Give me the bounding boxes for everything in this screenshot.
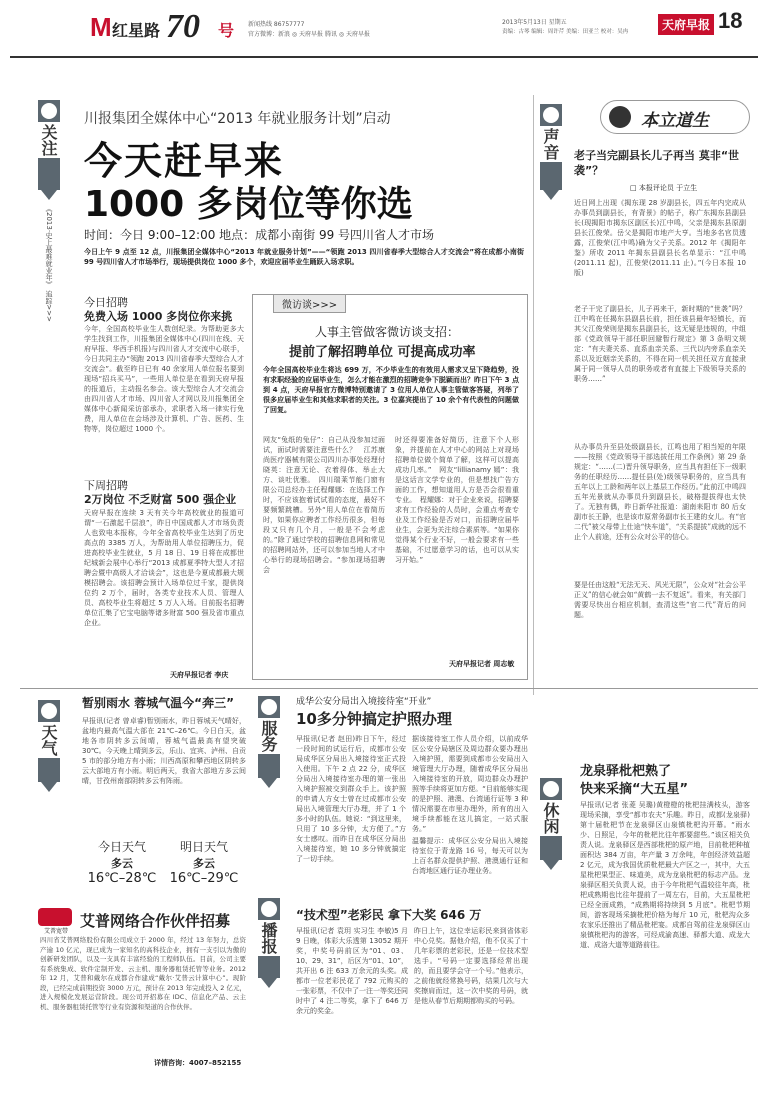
sub2-body: 天府早报在连续 3 天有关今年高校就业的报道可谓“一石激起千层浪”，昨日中国成都人才市场负责人也致电本报称，今年全省高校毕业生达到了历史高点的 3385 万人，为帮助用人单位招聘压力，促进高校毕业生就业，5 月 18 日、19 日将在成都世纪城新会展中心举行“2013 成都夏季特大型人才招聘会暨中高级人才洽谈会”，这也是今夏成都最大规模招聘会。该招聘会预计入场单位过千家，提供岗位约 2 万个，届时，各类专业技术人员、管理人员、高校毕业生将超过 5 万人入场。目前报名招聘单位汇集了它宝电脑等诸多财富 500 强及省市重点企业。	[84, 509, 244, 627]
page-number: 18	[718, 8, 743, 33]
service-body-2: 据该接待室工作人员介绍，以前成华区公安分局辖区及周边群众要办理出入境护照，需要到成都市公安局出入境管理大厅办理，随着成华区分局出入境接待室的开放，周边群众办理护照等手续将更加方便。“目前能够实现的是护照、港澳、台湾通行证等 3 种情况需要在市里办理外，所有的出入境手续都能在这儿搞定，一站式服务。”	[412, 735, 528, 833]
service-icon	[261, 699, 277, 715]
today-condition: 多云	[111, 857, 133, 870]
brand-suffix: 号	[218, 21, 235, 40]
voice-body-3: 从办事员升至县处级副县长，江鸣也用了相当短的年限——按照《党政领导干部选拔任用工作条例》第 29 条规定：“……(二)晋升领导职务，应当具有担任下一级职务的任职经历……提任县(处)级领导职务的，应当具有五年以上工龄和两年以上基层工作经历。”此前江中鸣四五年光景就从办事员升到副县长，破格提拔得也太快了。无独有偶，昨日新华社报道：湖南耒阳市 80 后女副市长王静，也是该市原常务副市长王建的女儿。有“官二代”被父母带上仕途“快车道”，“关系提拔”成就的远不止个人前途，还有公众对公平的信心。	[574, 443, 746, 541]
sub2-byline: 天府早报记者 李庆	[170, 671, 229, 679]
weibo-title: 提前了解招聘单位 可提高成功率	[289, 345, 476, 360]
header-editors: 责编：古琴 编辑：周许芹 美编：田亚兰 校对：吴冉	[502, 29, 629, 35]
main-kicker: 川报集团全媒体中心“2013 年就业服务计划”启动	[84, 111, 391, 127]
side-note: 《2013·史上最难就业年》 追踪>>>	[45, 205, 53, 322]
weibo-box	[252, 294, 528, 680]
leisure-body: 早报讯(记者 张菱 吴璐)黄橙橙的枇杷挂满枝头，游客现场采摘，享受“都市农夫”乐趣。昨日，成都(龙泉驿)第十届枇杷节在龙泉驿区山泉镇枇杷沟开幕。“雨水少、日照足，今年的枇杷比往年都要甜些。”该区相关负责人说。龙泉驿区是西部枇杷的原产地，目前枇杷种植面积达 384 万亩，年产量 3 万余吨，年创经济效益超 2 亿元，成为我国优质枇杷最大产区之一，其中，大五星枇杷果型正、味道美，成为龙泉枇杷的标志产品。龙泉驿区相关负责人说，由于今年枇杷气温较往年高，枇杷成熟期也比往年提前了一周左右，目前，大五星枇杷已经全面成熟，“成熟期将持续到 5 月底”。枇杷节期间，游客现场采摘枇杷价格为每斤 10 元，枇杷沟众多农家乐还推出了精品枇杷宴。成都自驾前往龙泉驿区山泉镇枇杷沟的游客，可经成渝高速、驿都大道、成龙大道、成洛大道等道路前往。	[580, 801, 750, 949]
sub1-title: 免费入场 1000 多岗位你来挑	[84, 310, 233, 323]
arrow-icon	[543, 860, 559, 870]
brand-name: 红星路	[112, 21, 161, 40]
broadcast-icon	[261, 901, 277, 917]
microphone-icon	[543, 107, 559, 123]
voice-body-2: 老子干完了副县长，儿子再来干，新时期的“世袭”吗？江中鸣在任揭东县副县长前，担任该县最年轻镇长，而其父江俊荣则是揭东县副县长，这无疑是违规的，中组部《党政领导干部任职回避暂行规定》第 3 条明文规定：“有夫妻关系、直系血亲关系、三代以内旁系血亲关系以及近姻亲关系的，不得在同一机关担任双方直接隶属于同一领导人员的职务或者有直接上下级领导关系的职务……”	[574, 305, 746, 383]
weibo-right-col: 时还得要准备好简历，注意下个人形象，并提前在人才中心的网站上对现场招聘单位做个简单了解，这样可以提高成功几率。” 网友“lillianamy 嫣”：我是这话言文学专业的，但是想找广告方面的工作，想知道用人方是否会很看重专业。 程耀娜：对于企业来说，招聘要求有工作经验的人员时，会重点考查专业及工作经验是否对口，而招聘应届毕业生，会更为关注综合素质等。“如果你觉得某个行业不好，一般会要求有一些基础，不过愿意学习的话，也可以从实习开始。”	[395, 436, 519, 564]
arrow-icon	[41, 782, 57, 792]
aipu-logo-text: 艾普宽带	[43, 928, 68, 935]
arrow-icon	[261, 978, 277, 988]
ad-title: 艾普网络合作伙伴招募	[80, 912, 231, 930]
tomorrow-temp: 16℃–29℃	[169, 871, 239, 886]
broadcast-label: 播报	[259, 922, 278, 954]
section-tab-voice	[540, 104, 562, 190]
service-label: 服务	[259, 720, 278, 752]
arrow-icon	[41, 190, 57, 200]
brand-number: 70	[166, 8, 200, 45]
weather-today	[84, 838, 160, 888]
broadcast-body: 早报讯(记者 袁玥 实习生 李敏)5 月 9 日晚，体彩大乐透第 13052 期开奖，中奖号码前区为“01、03、10、29、31”，后区为“01、10”，共开出 6 注 633 万余元的头奖。成都市一位老彩民花了 792 元购买的一张彩票，不仅中了一注一等奖还同时中了 4 注二等奖，拿下了 646 万余元的奖金。	[296, 927, 408, 1015]
brand-logo	[90, 10, 240, 46]
weibo-lead: 今年全国高校毕业生将达 699 万，不少毕业生的有效用人需求又呈下降趋势，没有求职经验的应届毕业生，怎么才能在激烈的招聘竞争下脱颖而出？昨日下午 3 点到 4 点，天府早报官方微博特别邀请了 3 位用人单位人事主管做客答疑，列举了很多应届毕业生和其他求职者的关注。3 位嘉宾提出了 10 余个有代表性的问题做了回复。	[263, 366, 519, 414]
service-title: 10多分钟搞定护照办理	[296, 710, 452, 728]
weather-label: 天气	[39, 724, 58, 756]
voice-body-4: 要是任由这般“无法无天、风光无限”，公众对“社会公平正义”的信心就会如“黄鹤一去不复返”。看来，有关部门需要尽快出台相应机制，查清这些“官二代”背后的问题。	[574, 581, 746, 619]
tomorrow-condition: 多云	[193, 857, 215, 870]
section-tab-focus	[38, 100, 60, 190]
cup-icon	[543, 781, 559, 797]
arrow-icon	[261, 778, 277, 788]
weibo-left-col: 网友“兔纸的兔仔”：自己从没参加过面试，面试时需要注意些什么？ 江苏康尚医疗器械有限公司四川办事处经理付晓英：注意无论、衣着得体、举止大方、谈吐优雅。 四川瑞莱节能门窗有限公司总经办主任程耀娜：在选择工作时，不应该抱着试试看的态度，最好不要频繁跳槽。另外“用人单位在看简历时，如果你应聘者工作经历很多，但每段又只有几个月，一般是不会考虑的。”除了通过学校的招聘信息网和常见的招聘网站外，还可以参加当地人才中心举行的现场招聘会。“参加现场招聘会	[263, 436, 385, 574]
aipu-logo	[38, 908, 74, 938]
service-tip: 温馨提示：成华区公安分局出入境接待室位于青龙路 16 号，每天可以为上百名群众提供护照、港澳通行证和台湾地区通行证办理业务。	[412, 837, 528, 875]
aipu-logo-icon	[38, 908, 72, 926]
paper-name: 天府早报	[658, 14, 714, 35]
weather-title: 暂别雨水 蓉城气温今“奔三”	[82, 696, 234, 710]
brand-m-icon: M	[90, 12, 112, 42]
weibo-byline: 天府早报记者 周志敏	[449, 660, 515, 668]
section-tab-leisure	[540, 778, 562, 860]
pen-icon	[609, 106, 631, 128]
sub1-kicker: 今日招聘	[84, 296, 128, 309]
weibo-kicker: 人事主管做客微访谈支招：	[315, 325, 460, 339]
leisure-title-1: 龙泉驿枇杷熟了	[580, 764, 672, 779]
sub1-body: 今年，全国高校毕业生人数创纪录。为帮助更多大学生找到工作，川报集团全媒体中心(四川在线、天府早报、华西手机报)与四川省人才交流中心联手，今日共同主办“领跑 2013 四川省春季大型综合人才交流会”。截至昨日已有 40 余家用人单位报名要到现场“招兵买马”，一些用人单位是在看到天府早报的报道后，主动报名参会。该大型综合人才交流会由四川省人才市场、四川省人才网以及川报集团全媒体中心新闻采访部承办，求职者入场一律实行免费，用人单位在会场涉及计算机、广告、医药、生物等，岗位超过 1000 个。	[84, 325, 244, 433]
focus-icon	[41, 103, 57, 119]
weather-tomorrow	[164, 838, 244, 888]
leisure-title-2: 快来采摘“大五星”	[580, 782, 689, 797]
section-label: 关注	[39, 124, 58, 156]
service-kicker: 成华公安分局出入境接待室“开业”	[296, 697, 432, 707]
ad-contact: 详情咨询：4007–852155	[154, 1059, 242, 1067]
column-logo	[600, 100, 750, 134]
section-tab-broadcast	[258, 898, 280, 978]
tomorrow-label: 明日天气	[179, 840, 228, 854]
main-headline-1: 今天赶早来	[84, 139, 285, 183]
today-temp: 16℃–28℃	[87, 871, 157, 886]
broadcast-body-2: 昨日上午，这位幸运彩民来到省体彩中心兑奖。据他介绍，他不仅买了十几年彩票的老彩民，还是一位技术型选手。“号码一定要选择经常出现的，而且要学会守一个号。”他表示，之前他就经常换号码，结果几次与大奖擦肩而过，这一次中奖的号码，就是他从春节后期期都购买的号码。	[414, 927, 528, 1005]
header-date: 2013年5月13日 星期五	[502, 19, 567, 26]
ad-body: 四川省艾普网络股份有限公司成立于 2000 年，经过 13 年努力，总资产逾 10 亿元，现已成为一家知名的高科技企业，拥有一支引以为傲的创新研发团队，以及一支具有丰富经验的工程师队伍。目前，公司主要有系统集成、软件定制开发、云主机、服务器租赁托管等业务。2012 年 12 月，艾普和戴尔在成都合作建成“戴尔·艾普云计算中心”。现阶段，已经完成前期投资 3000 万元，预计在 2013 年完成投入 2 亿元，进入规模化发展运营阶段。现公司开招募在 IDC、信息化产品、云主机、服务器租赁托管等行业有资源和渠道的合作伙伴。	[40, 936, 246, 1011]
section-tab-weather	[38, 700, 60, 782]
voice-body-1: 近日网上出现《揭东现 28 岁副县长，四五年内完成从办事员到副县长，有背景》的帖子，称广东揭东县副县长(现揭阳市揭东区副区长)江中鸣，父亲是揭东县原副县长江俊荣。岳父是揭阳市地产大亨。当地多名官员透露，江俊荣(江中鸣)确为父子关系。2012 年《揭阳年鉴》所收 2011 年揭东县副县长名单显示：“江中鸣(2011.11 起)，江俊荣(2011.11 止)。”(今日本报 10 版)	[574, 199, 746, 277]
today-label: 今日天气	[97, 840, 146, 854]
header-weibo: 官方微博：新浪 ◎ 天府早报 腾讯 ◎ 天府早报	[248, 31, 371, 38]
sub2-title: 2万岗位 不乏财富 500 强企业	[84, 493, 237, 506]
leisure-label: 休闲	[541, 802, 560, 834]
sub2-kicker: 下周招聘	[84, 479, 128, 492]
section-tab-service	[258, 696, 280, 778]
column-name: 本立道生	[641, 111, 709, 131]
voice-label: 声音	[541, 128, 560, 160]
voice-title: 老子当完副县长儿子再当 莫非“世袭”？	[574, 149, 740, 177]
main-headline-2: 1000 多岗位等你选	[84, 184, 413, 225]
header-hotline: 新闻热线 86757777	[248, 21, 305, 28]
arrow-icon	[543, 190, 559, 200]
voice-byline: □ 本报评论员 于立生	[630, 184, 698, 192]
weather-body: 早报讯(记者 曾卓睿)暂别雨水，昨日蓉城天气晴好，盆地内最高气温大部在 21℃–26℃。今日白天，盆地各市阴转多云间晴，蓉城气温最高有望突破 30℃。今天晚上晴到多云，乐山、宜宾、泸州、自贡 5 市的部分地方有小雨；川西高原和攀西地区阴转多云大部地方有小雨。明后两天，我省大部地方多云间晴，甘孜州南部阴转多云有阵雨。	[82, 717, 246, 785]
ad-box	[38, 906, 248, 1074]
cloud-icon	[41, 703, 57, 719]
weibo-tag: 微访谈>>>	[273, 294, 346, 313]
time-place: 时间：今日 9:00–12:00 地点：成都小南街 99 号四川省人才市场	[84, 228, 435, 242]
service-body: 早报讯(记者 赵田)昨日下午，经过一段时间的试运行后，成都市公安局成华区分局出入境接待室正式投入使用。下午 2 点 22 分，成华区分局出入境接待室办理的第一张出入境护照被交到群众手上。该护照的申请人方女士曾在过成都市公安局出入境管理大厅办理，并了 1 个多小时的队伍。她说：“到这里来，只用了 10 多分钟，太方便了。”方女士感叹。而昨日在成华区分局出入境接待室，她 10 多分钟就搞定了一切手续。	[296, 735, 406, 863]
main-lead: 今日上午 9 点至 12 点，川报集团全媒体中心“2013 年就业服务计划”——“领跑 2013 四川省春季大型综合人才交流会”将在成都小南街 99 号四川省人才市场举行，现场提供岗位 1000 多个，欢迎应届毕业生踊跃入场求职。	[84, 248, 524, 266]
masthead	[90, 8, 760, 52]
broadcast-kicker: “技术型”老彩民 拿下大奖 646 万	[296, 908, 482, 922]
